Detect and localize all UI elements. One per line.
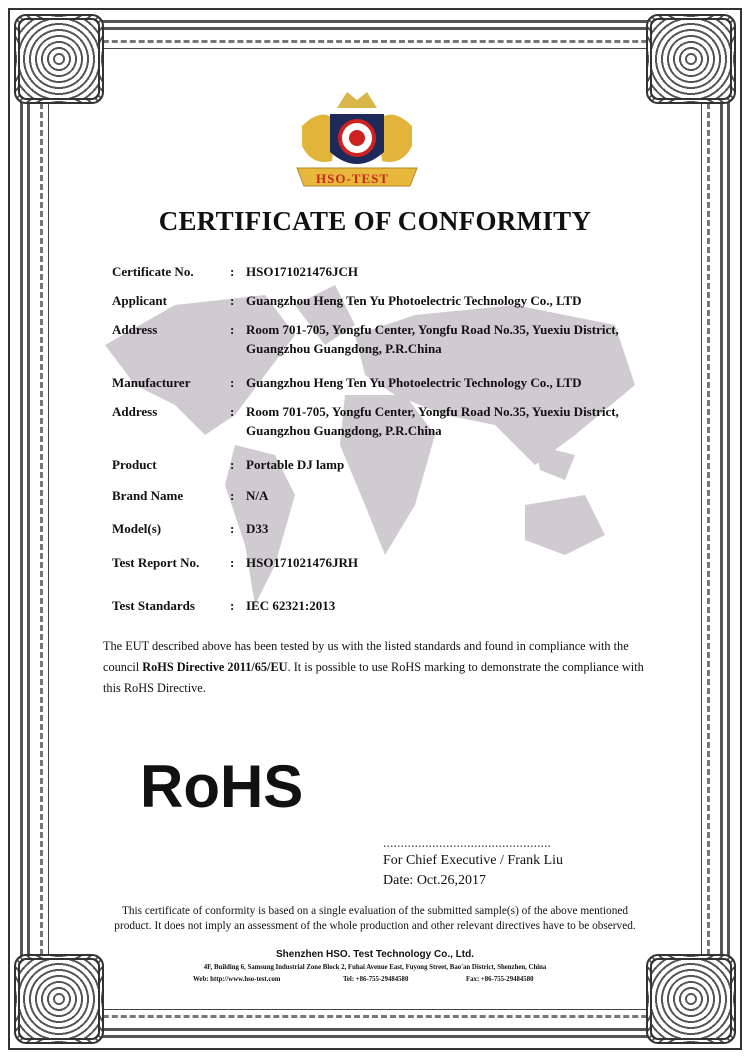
field-colon: :: [230, 555, 235, 570]
field-label: Model(s): [112, 521, 162, 536]
company-address: 4F, Building 6, Samsung Industrial Zone Block 2, Fuhai Avenue East, Fuyong Street, Bao'an District, Shenzhen, China: [203, 964, 547, 971]
field-colon: :: [230, 404, 235, 419]
field-value: HSO171021476JRH: [246, 555, 358, 570]
disclaimer-line: product. It does not imply an assessment of the whole production and other relevant directives have to be observed.: [114, 920, 636, 932]
field-value: N/A: [246, 488, 269, 503]
field-label: Address: [112, 322, 158, 337]
field-label: Address: [112, 404, 158, 419]
signer: For Chief Executive / Frank Liu: [383, 853, 564, 868]
company-fax: Fax: +86-755-29484580: [466, 976, 534, 983]
field-colon: :: [230, 375, 235, 390]
signature-line: ................................................: [383, 836, 551, 851]
corner-ornament: [14, 14, 104, 104]
field-label: Certificate No.: [112, 264, 194, 279]
field-label: Manufacturer: [112, 375, 191, 390]
field-value: Guangzhou Heng Ten Yu Photoelectric Technology Co., LTD: [246, 293, 582, 308]
company-name: Shenzhen HSO. Test Technology Co., Ltd.: [276, 949, 474, 960]
issue-date: Date: Oct.26,2017: [383, 873, 487, 888]
directive-name: RoHS Directive 2011/65/EU: [142, 660, 288, 674]
statement-text: The EUT described above has been tested by us with the listed standards and found in compliance with the council: [103, 639, 629, 674]
field-label: Applicant: [112, 293, 167, 308]
statement-text: . It is possible to use RoHS marking to demonstrate the compliance with this RoHS Directive.: [103, 660, 644, 695]
field-label: Brand Name: [112, 488, 184, 503]
logo-text: HSO-TEST: [316, 171, 390, 186]
company-tel: Tel: +86-755-29484580: [343, 976, 409, 983]
field-colon: :: [230, 488, 235, 503]
company-web: Web: http://www.hso-test.com: [193, 976, 281, 983]
field-value: D33: [246, 521, 269, 536]
field-value: Guangzhou Heng Ten Yu Photoelectric Technology Co., LTD: [246, 375, 582, 390]
field-value: IEC 62321:2013: [246, 598, 336, 613]
field-colon: :: [230, 322, 235, 337]
corner-ornament: [646, 14, 736, 104]
field-colon: :: [230, 264, 235, 279]
disclaimer-line: This certificate of conformity is based on a single evaluation of the submitted sample(s) of the above mentioned: [121, 905, 628, 917]
field-colon: :: [230, 293, 235, 308]
field-value: Portable DJ lamp: [246, 457, 345, 472]
field-label: Test Standards: [112, 598, 195, 613]
field-colon: :: [230, 457, 235, 472]
field-label: Test Report No.: [112, 555, 200, 570]
compliance-statement: [103, 636, 653, 699]
field-value: Room 701-705, Yongfu Center, Yongfu Road No.35, Yuexiu District, Guangzhou Guangdong, P.R.China: [246, 322, 619, 356]
field-value: HSO171021476JCH: [246, 264, 358, 279]
rohs-mark: RoHS: [140, 753, 304, 820]
certificate-title: CERTIFICATE OF CONFORMITY: [158, 206, 592, 236]
field-value: Room 701-705, Yongfu Center, Yongfu Road No.35, Yuexiu District, Guangzhou Guangdong, P.R.China: [246, 404, 619, 438]
field-label: Product: [112, 457, 157, 472]
field-colon: :: [230, 521, 235, 536]
field-colon: :: [230, 598, 235, 613]
